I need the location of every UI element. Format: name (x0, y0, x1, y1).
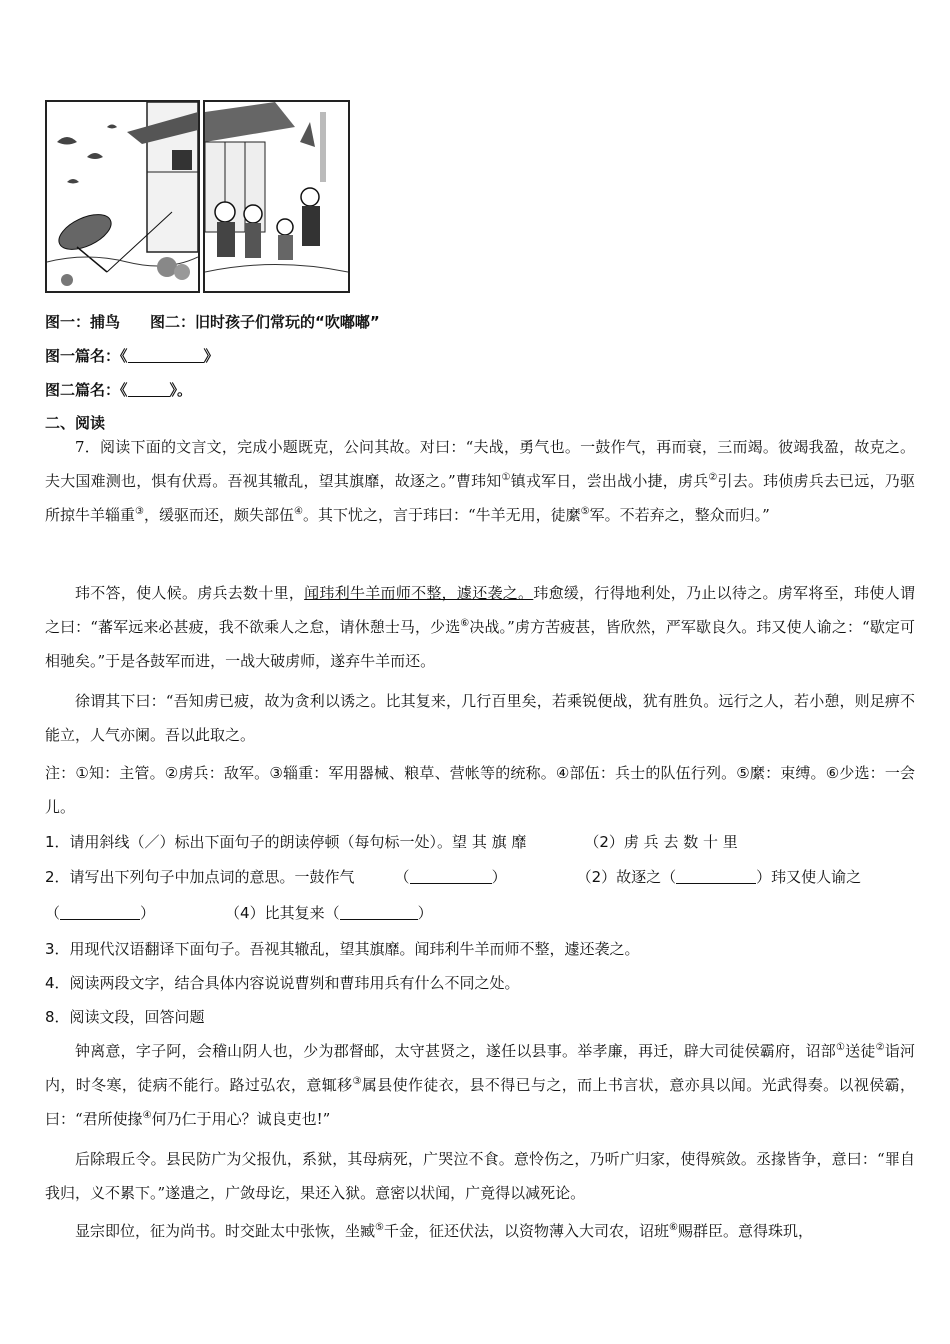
note-marker: ② (875, 1042, 885, 1053)
q7-paragraph-3: 徐谓其下曰：“吾知虏已疲，故为贪利以诱之。比其复来，几行百里矣，若乘锐便战，犹有胜负。远行之人，若小憩，则足痹不能立，人气亦阑。吾以此取之。 (45, 692, 915, 744)
note-marker: ⑥ (460, 618, 470, 629)
fig2-title-question (45, 379, 192, 401)
q8-p3-text-c: 赐群臣。意得珠玑， (677, 1222, 813, 1240)
sq2-item-4: （4）比其复来（ (225, 904, 340, 922)
note-marker: ② (708, 472, 718, 483)
sq2-item-1: 2．请写出下列句子中加点词的意思。一鼓作气 (45, 868, 355, 886)
q7-subquestion-2 (45, 866, 861, 888)
section-heading: 二、阅读 (45, 414, 106, 432)
fig1-title-suffix: 》 (203, 347, 219, 365)
figure-2-image (203, 100, 350, 293)
q8-p1-text-b: 送徒 (845, 1042, 876, 1060)
answer-blank[interactable] (410, 867, 492, 884)
q7-subquestion-2-cont (45, 902, 433, 924)
q7-p2-text-a: 玮不答，使人候。虏兵去数十里， (75, 584, 305, 602)
paren-open: （ (45, 904, 61, 922)
fig2-title-blank[interactable] (128, 380, 170, 397)
q7-paragraph-1 (45, 430, 915, 532)
fig1-title-prefix: 图一篇名：《 (45, 347, 128, 365)
q7-p1-text-f: 军。不若弃之，整众而归。” (589, 506, 770, 524)
q7-subquestion-3: 3．用现代汉语翻译下面句子。吾视其辙乱，望其旗靡。闻玮利牛羊而师不整，遽还袭之。 (45, 940, 640, 958)
q7-subquestion-4: 4．阅读两段文字，结合具体内容说说曹刿和曹玮用兵有什么不同之处。 (45, 974, 520, 992)
note-marker: ⑥ (669, 1222, 678, 1233)
paren-open: （ (394, 868, 410, 886)
illustrations (45, 100, 350, 293)
answer-blank[interactable] (676, 867, 756, 884)
q7-p1-text-e: 。其下忧之，言于玮曰：“牛羊无用，徒縻 (302, 506, 581, 524)
figure-caption: 图一：捕鸟 图二：旧时孩子们常玩的“吹嘟嘟” (45, 313, 380, 331)
note-marker: ① (835, 1042, 846, 1053)
sq1-part-1: 1．请用斜线（／）标出下面句子的朗读停顿（每句标一处）。望 其 旗 靡 (45, 833, 527, 851)
q7-subquestion-1 (45, 831, 738, 853)
note-marker: ③ (352, 1076, 362, 1087)
q7-notes: 注：①知：主管。②虏兵：敌军。③辎重：军用器械、粮草、营帐等的统称。④部伍：兵士的队伍行列。⑤縻：束缚。⑥少选：一会儿。 (45, 764, 915, 816)
q8-heading: 8．阅读文段，回答问题 (45, 1008, 205, 1026)
answer-blank[interactable] (60, 903, 140, 920)
sq1-part-2: （2）虏 兵 去 数 十 里 (584, 833, 738, 851)
note-marker: ① (501, 472, 511, 483)
q8-p1-text-d: 属县使作徒衣，县不得已与之，而上书言状，意亦具以闻。光武得奏。以视侯霸，曰：“君所使掾 (45, 1076, 915, 1128)
q7-p1-text-a: 7．阅读下面的文言文，完成小题既克，公问其故。对曰：“夫战，勇气也。一鼓作气，再而衰，三而竭。彼竭我盈，故克之。夫大国难测也，惧有伏焉。吾视其辙乱，望其旗靡，故逐之。”曹玮知 (45, 438, 915, 490)
q7-p1-text-c: 引去。玮侦虏兵去已远，乃驱所掠牛羊辎重 (45, 472, 915, 524)
q8-p1-text-a: 钟离意，字子阿，会稽山阴人也，少为郡督邮，太守甚贤之，遂任以县事。举孝廉，再迁，辟大司徒侯霸府，诏部 (75, 1042, 836, 1060)
q8-p1-text-e: 何乃仁于用心？诚良吏也!” (151, 1110, 331, 1128)
q8-p1-text-c: 诣河内，时冬寒，徒病不能行。路过弘农，意辄移 (45, 1042, 915, 1094)
note-marker: ④ (294, 506, 303, 517)
q7-p1-text-b: 镇戎军日，尝出战小捷，虏兵 (510, 472, 709, 490)
q7-p1-text-d: ，缓驱而还，颇失部伍 (143, 506, 294, 524)
fig2-title-prefix: 图二篇名：《 (45, 381, 128, 399)
sq2-item-2: （2）故逐之（ (576, 868, 677, 886)
q7-p2-text-b: 玮愈缓，行得地利处，乃止以待之。虏军将至，玮使人谓之曰：“蕃军远来必甚疲，我不欲乘人之怠，请休憩士马，少选 (45, 584, 915, 636)
sq2-item-3: ）玮又使人谕之 (756, 868, 862, 886)
note-marker: ⑤ (580, 506, 590, 517)
q8-paragraph-1 (45, 1034, 915, 1136)
paren-close: ） (140, 904, 156, 922)
q7-p2-text-c: 决战。”虏方苦疲甚，皆欣然，严军歇良久。玮又使人谕之：“歇定可相驰矣。”于是各鼓军而进，一战大破虏师，遂弃牛羊而还。 (45, 618, 916, 670)
fig1-title-blank[interactable] (128, 346, 204, 363)
q7-underlined-sentence: 闻玮利牛羊而师不整，遽还袭之。 (304, 584, 534, 602)
q8-paragraph-2: 后除瑕丘令。县民防广为父报仇，系狱，其母病死，广哭泣不食。意怜伤之，乃听广归家，使得殡敛。丞掾皆争，意曰：“罪自我归，义不累下。”遂遣之，广敛母讫，果还入狱。意密以状闻，广竟得以减死论。 (45, 1150, 915, 1202)
paren-close: ） (417, 904, 433, 922)
figure-1-image (45, 100, 200, 293)
paren-close: ） (491, 868, 507, 886)
q8-paragraph-3 (45, 1214, 915, 1248)
note-marker: ③ (135, 506, 144, 517)
q7-paragraph-2 (45, 576, 915, 678)
note-marker: ④ (142, 1110, 152, 1121)
fig1-title-question (45, 345, 219, 367)
q8-p3-text-a: 显宗即位，征为尚书。时交趾太中张恢，坐臧 (75, 1222, 376, 1240)
note-marker: ⑤ (375, 1222, 384, 1233)
answer-blank[interactable] (340, 903, 418, 920)
q8-p3-text-b: 千金，征还伏法，以资物薄入大司农，诏班 (383, 1222, 669, 1240)
fig2-title-suffix: 》。 (169, 381, 193, 399)
